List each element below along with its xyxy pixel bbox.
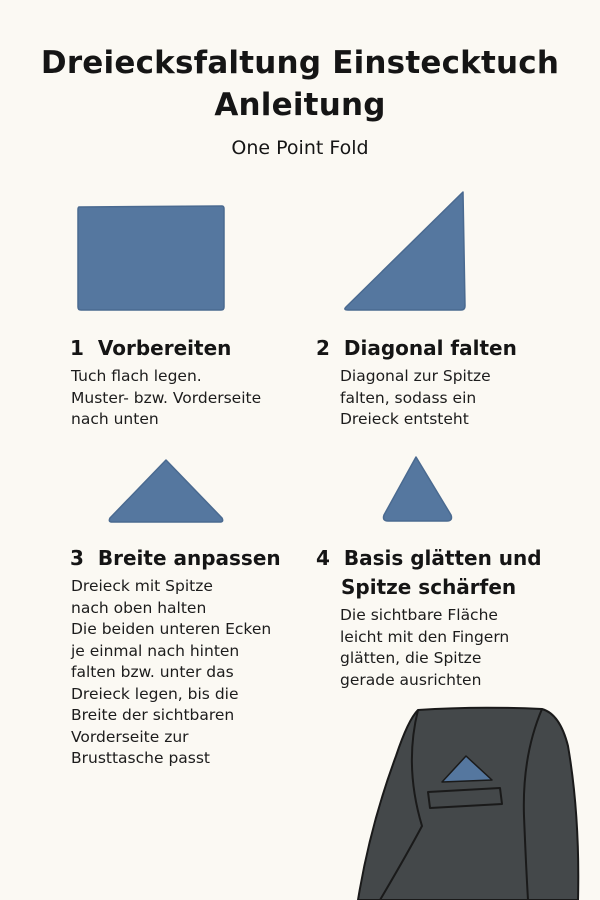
step-4-number: 4 — [316, 546, 330, 570]
step-3-text-line: Dreieck legen, bis die — [71, 684, 239, 703]
step-1-title — [70, 334, 231, 363]
step-3-text-line: Die beiden unteren Ecken — [71, 620, 272, 638]
step-2-text-line: falten, sodass ein — [340, 388, 477, 407]
step-1-number: 1 — [70, 336, 84, 360]
step-3-title-line-1: Breite anpassen — [97, 546, 281, 570]
narrow-triangle-shape — [384, 457, 452, 521]
step-4-title-line-2: Spitze schärfen — [341, 575, 517, 599]
step-4-text-line: leicht mit den Fingern — [340, 627, 510, 646]
jacket-illustration — [356, 706, 584, 900]
step-1-illustration — [74, 203, 230, 313]
step-3-title — [70, 544, 281, 573]
step-4-text-line: Die sichtbare Fläche — [340, 606, 498, 624]
page-title-line-1: Dreiecksfaltung Einstecktuch — [40, 45, 560, 81]
step-1-description — [71, 366, 261, 431]
step-4-title-line-1: Basis glätten und — [343, 546, 542, 570]
wide-triangle-shape — [109, 460, 222, 522]
step-3-text-line: Dreieck mit Spitze — [71, 577, 213, 595]
step-2-illustration — [340, 188, 470, 314]
step-3-text-line: Vorderseite zur — [71, 727, 189, 746]
step-3-text-line: Breite der sichtbaren — [71, 706, 235, 724]
step-3-text-line: je einmal nach hinten — [71, 641, 240, 660]
step-3-illustration — [104, 456, 228, 526]
step-2-number: 2 — [316, 336, 330, 360]
step-4-text-line: gerade ausrichten — [340, 670, 482, 689]
page-subtitle: One Point Fold — [231, 137, 369, 159]
step-3-number: 3 — [70, 546, 84, 570]
step-4-title — [316, 544, 542, 602]
step-2-title-line-1: Diagonal falten — [343, 336, 517, 360]
step-2-text-line: Dreieck entsteht — [340, 410, 469, 428]
step-3-description — [71, 576, 271, 770]
step-3-text-line: falten bzw. unter das — [71, 663, 234, 681]
breast-pocket — [428, 788, 502, 808]
step-1-text-line: nach unten — [71, 410, 159, 428]
step-1-text-line: Muster- bzw. Vorderseite — [71, 388, 262, 407]
diagonal-fold-triangle — [345, 192, 465, 310]
step-2-title — [316, 334, 517, 363]
step-1-text-line: Tuch flach legen. — [71, 367, 202, 385]
step-4-illustration — [378, 453, 458, 527]
step-3-text-line: nach oben halten — [71, 598, 207, 617]
step-2-description — [340, 366, 491, 431]
step-4-description — [340, 605, 509, 691]
step-4-text-line: glätten, die Spitze — [340, 649, 482, 667]
page-title-line-2: Anleitung — [214, 87, 386, 123]
step-1-title-line-1: Vorbereiten — [97, 336, 232, 360]
page-title — [0, 42, 600, 126]
flat-cloth-shape — [78, 206, 224, 310]
step-3-text-line: Brusttasche passt — [71, 749, 211, 767]
step-2-text-line: Diagonal zur Spitze — [340, 367, 491, 385]
